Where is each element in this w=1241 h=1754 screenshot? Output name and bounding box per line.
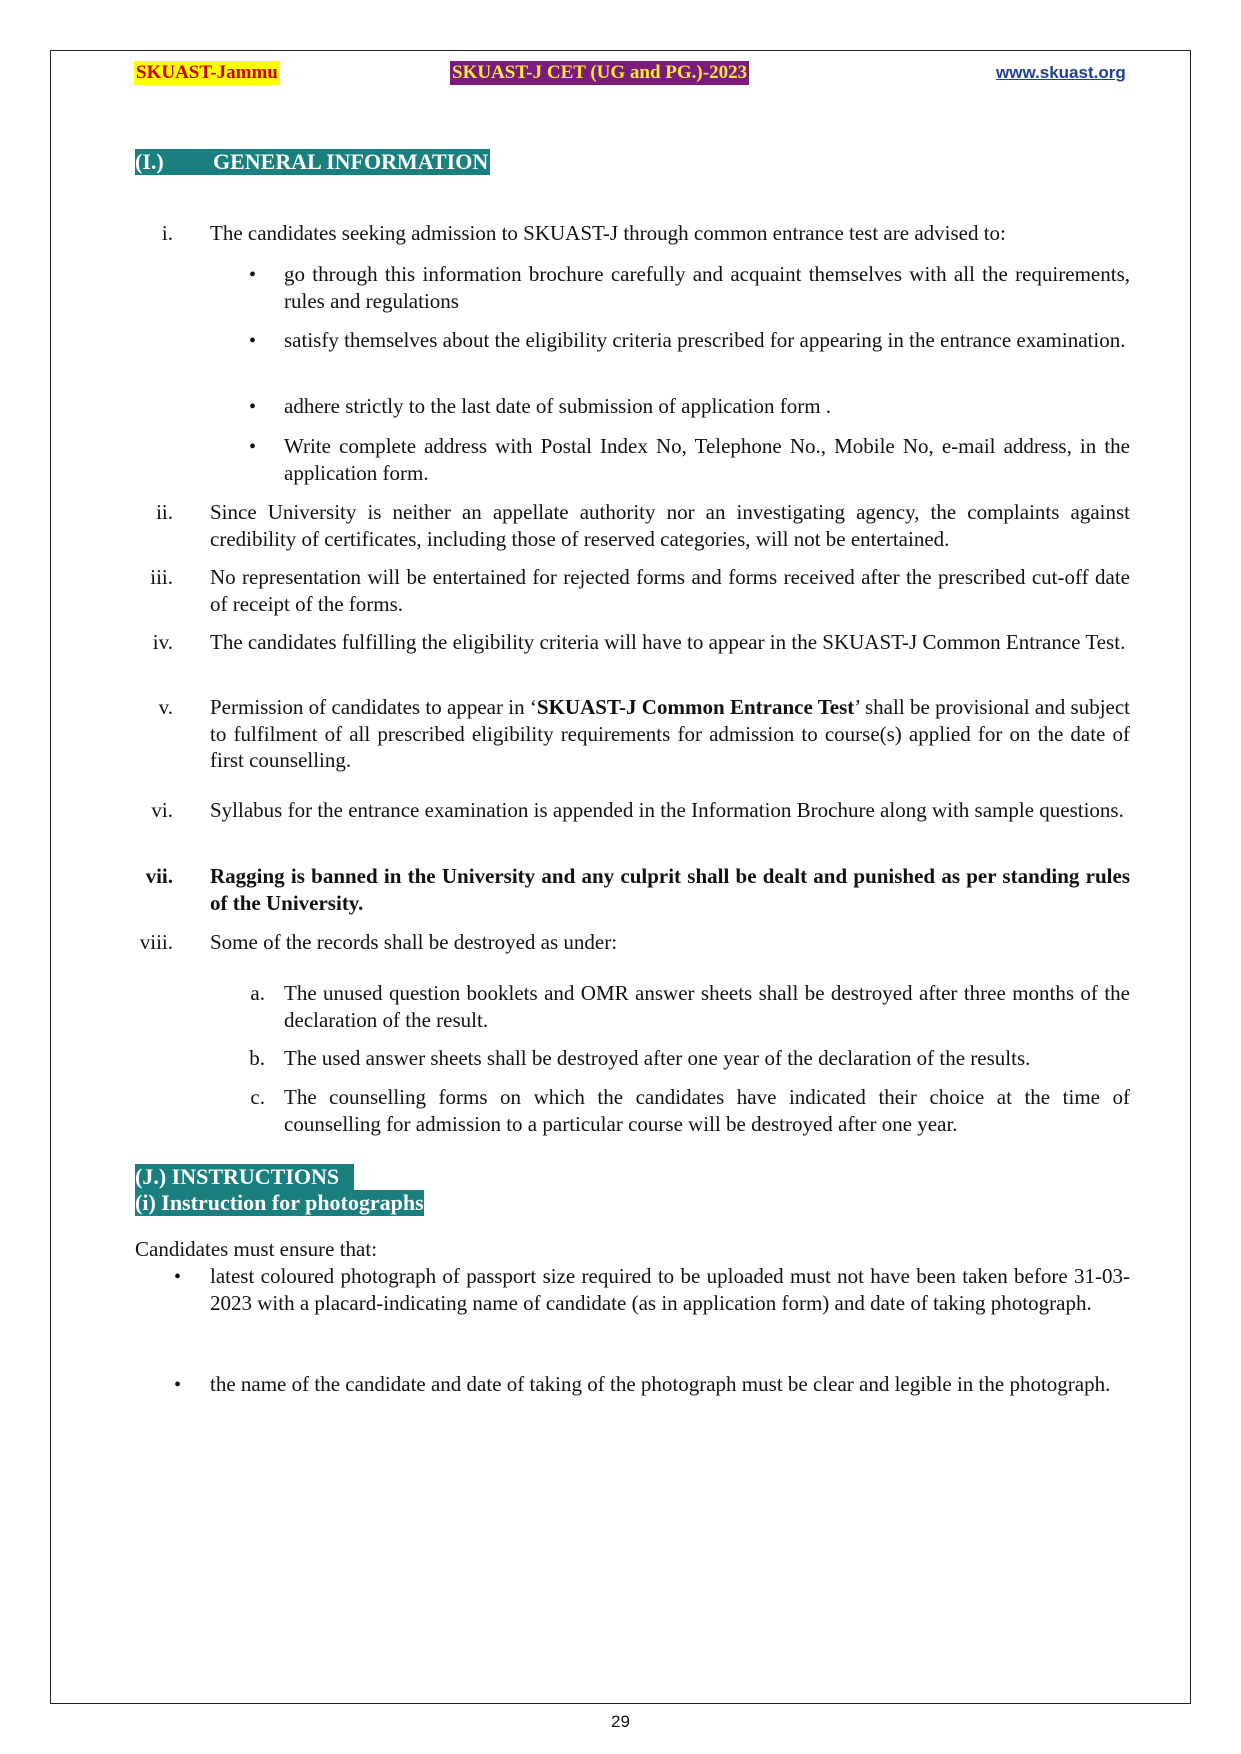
list-item: The unused question booklets and OMR answer sheets shall be destroyed after three months of the declaration of the result.	[284, 981, 1130, 1032]
item-text-bold: SKUAST-J Common Entrance Test	[536, 695, 855, 719]
header-university-name: SKUAST-Jammu	[136, 62, 278, 83]
list-item: the name of the candidate and date of taking of the photograph must be clear and legible in the photograph.	[210, 1372, 1111, 1396]
subsection-photographs-heading: (i) Instruction for photographs	[135, 1190, 424, 1215]
item-number: iv.	[152, 630, 173, 654]
bullet-icon: •	[174, 1374, 182, 1396]
list-item: satisfy themselves about the eligibility criteria prescribed for appearing in the entrance examination.	[284, 328, 1126, 352]
item-number: v.	[158, 695, 173, 719]
section-instructions-heading: (J.) INSTRUCTIONS	[135, 1164, 354, 1190]
bullet-icon: •	[249, 330, 257, 352]
list-item: The counselling forms on which the candidates have indicated their choice at the time of counselling for admission to a particular course will be destroyed after one year.	[284, 1085, 1130, 1136]
item-number: vii.	[145, 864, 173, 888]
item-number: viii.	[139, 930, 173, 954]
section-general-information-heading	[135, 149, 490, 175]
bullet-icon: •	[249, 264, 257, 286]
item-number: i.	[161, 221, 173, 245]
list-item: go through this information brochure carefully and acquaint themselves with all the requirements, rules and regulations	[284, 262, 1130, 313]
item-letter: b.	[249, 1046, 265, 1070]
page-number: 29	[611, 1712, 630, 1731]
section-number: (I.)	[135, 149, 164, 174]
bullet-icon: •	[249, 436, 257, 458]
list-item: Ragging is banned in the University and any culprit shall be dealt and punished as per standing rules of the University.	[210, 864, 1130, 915]
list-item: The candidates fulfilling the eligibility criteria will have to appear in the SKUAST-J Common Entrance Test.	[210, 630, 1126, 654]
list-item: latest coloured photograph of passport size required to be uploaded must not have been taken before 31-03-2023 with a placard-indicating name of candidate (as in application form) and date of taking photograph.	[210, 1264, 1130, 1315]
list-item: No representation will be entertained for rejected forms and forms received after the prescribed cut-off date of receipt of the forms.	[210, 565, 1130, 616]
item-number: vi.	[151, 798, 173, 822]
item-text: ’ shall be provisional and subject to fulfilment of all prescribed eligibility requirements for admission to course(s) applied for on the date of first counselling.	[210, 695, 1130, 772]
list-item: Syllabus for the entrance examination is appended in the Information Brochure along with sample questions.	[210, 798, 1124, 822]
list-item: The used answer sheets shall be destroyed after one year of the declaration of the results.	[284, 1046, 1031, 1070]
list-item	[210, 694, 1130, 774]
photo-intro-text: Candidates must ensure that:	[135, 1237, 378, 1261]
list-item: Since University is neither an appellate authority nor an investigating agency, the complaints against credibility of certificates, including those of reserved categories, will not be entertained.	[210, 500, 1130, 551]
list-item: Write complete address with Postal Index No, Telephone No., Mobile No, e-mail address, in the application form.	[284, 434, 1130, 485]
item-letter: c.	[250, 1085, 265, 1109]
section-title: GENERAL INFORMATION	[213, 149, 489, 174]
item-letter: a.	[250, 981, 265, 1005]
item-text: Permission of candidates to appear in ‘	[210, 695, 537, 719]
header-exam-title: SKUAST-J CET (UG and PG.)-2023	[452, 62, 748, 83]
list-item: adhere strictly to the last date of submission of application form .	[284, 394, 832, 418]
item-number: ii.	[156, 500, 173, 524]
header-website-link[interactable]: www.skuast.org	[996, 63, 1126, 82]
bullet-icon: •	[249, 396, 257, 418]
item-number: iii.	[150, 565, 173, 589]
list-item: The candidates seeking admission to SKUAST-J through common entrance test are advised to:	[210, 221, 1006, 245]
list-item: Some of the records shall be destroyed as under:	[210, 930, 618, 954]
bullet-icon: •	[174, 1266, 182, 1288]
